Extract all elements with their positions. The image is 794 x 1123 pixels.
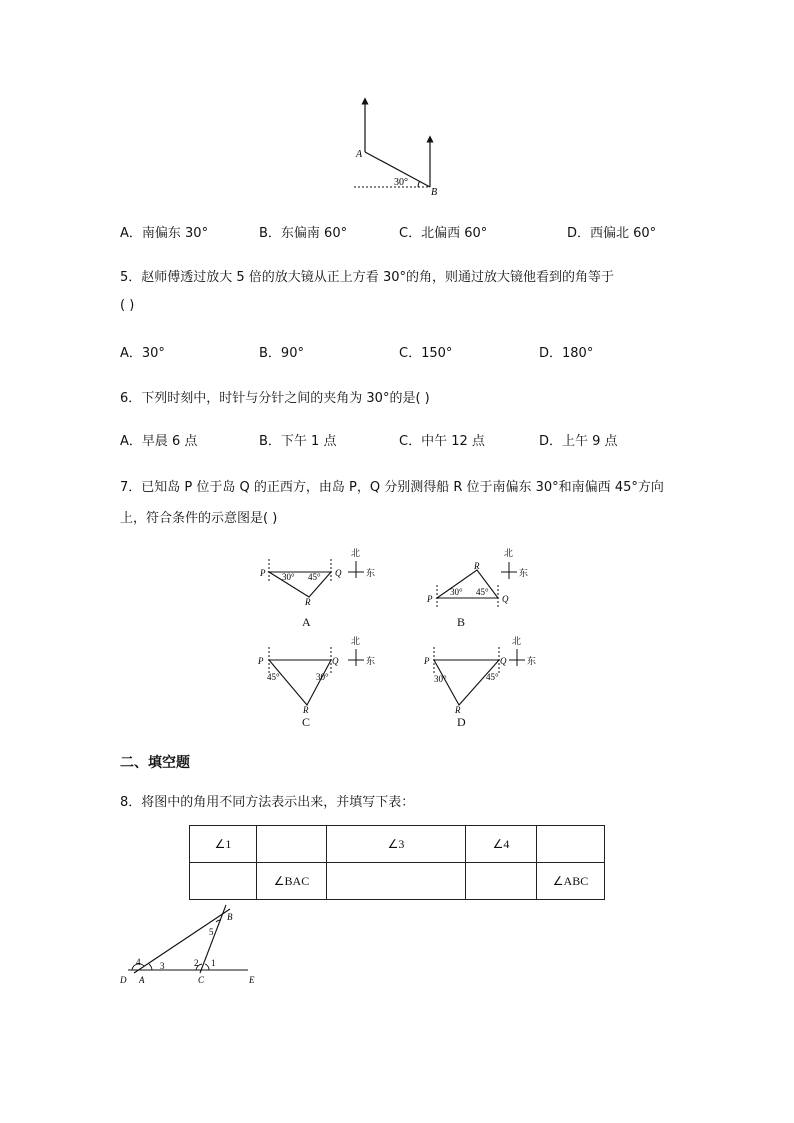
svg-text:东: 东: [519, 568, 529, 578]
svg-text:D: D: [120, 975, 127, 985]
q7-caption-c: C: [302, 715, 311, 729]
table-cell[interactable]: ∠BAC: [257, 863, 327, 900]
q4-option-b[interactable]: B．东偏南 60°: [259, 226, 348, 241]
q8-question: 8．将图中的角用不同方法表示出来，并填写下表：: [120, 795, 415, 810]
svg-text:45°: 45°: [476, 587, 489, 597]
q5-question-line1: 5．赵师傅透过放大 5 倍的放大镜从正上方看 30°的角，则通过放大镜他看到的角等于: [120, 270, 614, 285]
q7-question-line1: 7．已知岛 P 位于岛 Q 的正西方，由岛 P，Q 分别测得船 R 位于南偏东 30°和南偏西 45°方向: [120, 480, 664, 495]
label-b: B: [431, 187, 438, 198]
q5-option-c[interactable]: C．150°: [399, 346, 453, 361]
svg-text:北: 北: [351, 636, 361, 646]
q7-caption-d: D: [457, 715, 466, 729]
svg-text:45°: 45°: [486, 672, 499, 682]
section-title: 二、填空题: [120, 755, 190, 771]
table-row: [190, 826, 605, 863]
q7-diagram-d[interactable]: [420, 635, 555, 715]
svg-text:P: P: [260, 568, 266, 578]
svg-text:R: R: [455, 705, 461, 715]
svg-text:东: 东: [527, 656, 537, 666]
svg-text:30°: 30°: [282, 572, 295, 582]
svg-text:Q: Q: [335, 568, 342, 578]
q5-option-b[interactable]: B．90°: [259, 346, 304, 361]
q6-option-a[interactable]: A．早晨 6 点: [120, 434, 198, 449]
svg-text:5: 5: [209, 927, 214, 937]
svg-text:30°: 30°: [434, 674, 447, 684]
svg-text:Q: Q: [502, 594, 509, 604]
label-a: A: [356, 149, 363, 160]
svg-text:C: C: [198, 975, 205, 985]
table-cell[interactable]: [327, 863, 466, 900]
table-cell[interactable]: ∠1: [190, 826, 257, 863]
table-cell[interactable]: ∠ABC: [537, 863, 605, 900]
svg-text:P: P: [258, 656, 264, 666]
svg-text:45°: 45°: [308, 572, 321, 582]
q5-option-a[interactable]: A．30°: [120, 346, 165, 361]
q8-angle-figure: [112, 903, 272, 988]
svg-text:2: 2: [194, 958, 199, 968]
table-cell[interactable]: ∠4: [466, 826, 537, 863]
svg-text:R: R: [303, 705, 309, 715]
q6-option-d[interactable]: D．上午 9 点: [539, 434, 618, 449]
svg-text:Q: Q: [332, 656, 339, 666]
q4-option-c[interactable]: C．北偏西 60°: [399, 226, 488, 241]
table-cell[interactable]: ∠3: [327, 826, 466, 863]
q4-direction-figure: [340, 95, 450, 200]
svg-text:4: 4: [136, 957, 141, 967]
svg-text:A: A: [139, 975, 145, 985]
q5-question-line2: ( ): [120, 298, 135, 313]
angle-label: 30°: [394, 177, 408, 188]
q6-question: 6．下列时刻中，时针与分针之间的夹角为 30°的是( ): [120, 391, 430, 406]
q8-angle-table: [189, 825, 605, 900]
svg-text:R: R: [305, 597, 311, 607]
q6-option-c[interactable]: C．中午 12 点: [399, 434, 485, 449]
table-cell[interactable]: [537, 826, 605, 863]
svg-text:东: 东: [366, 568, 376, 578]
q5-option-d[interactable]: D．180°: [539, 346, 594, 361]
svg-text:东: 东: [366, 656, 376, 666]
table-cell[interactable]: [190, 863, 257, 900]
svg-text:北: 北: [512, 636, 522, 646]
q4-option-d[interactable]: D．西偏北 60°: [567, 226, 657, 241]
svg-text:30°: 30°: [316, 672, 329, 682]
svg-text:B: B: [227, 912, 233, 922]
table-cell[interactable]: [466, 863, 537, 900]
q7-diagram-a[interactable]: [252, 545, 382, 610]
svg-text:30°: 30°: [450, 587, 463, 597]
svg-text:P: P: [424, 656, 430, 666]
q6-option-b[interactable]: B．下午 1 点: [259, 434, 337, 449]
q7-question-line2: 上，符合条件的示意图是( ): [120, 511, 278, 526]
table-row: [190, 863, 605, 900]
q7-caption-b: B: [457, 615, 466, 629]
angle-arc: [418, 181, 420, 187]
svg-text:1: 1: [211, 958, 216, 968]
q7-diagram-b[interactable]: [420, 545, 555, 610]
svg-text:45°: 45°: [267, 672, 280, 682]
svg-text:3: 3: [160, 961, 165, 971]
q7-caption-a: A: [302, 615, 311, 629]
line-ab: [134, 909, 230, 973]
svg-text:E: E: [249, 975, 255, 985]
svg-text:北: 北: [504, 548, 514, 558]
svg-text:Q: Q: [500, 656, 507, 666]
q7-diagram-c[interactable]: [252, 635, 382, 715]
svg-text:R: R: [474, 561, 480, 571]
q4-option-a[interactable]: A．南偏东 30°: [120, 226, 209, 241]
svg-text:北: 北: [351, 548, 361, 558]
table-cell[interactable]: [257, 826, 327, 863]
svg-text:P: P: [427, 594, 433, 604]
